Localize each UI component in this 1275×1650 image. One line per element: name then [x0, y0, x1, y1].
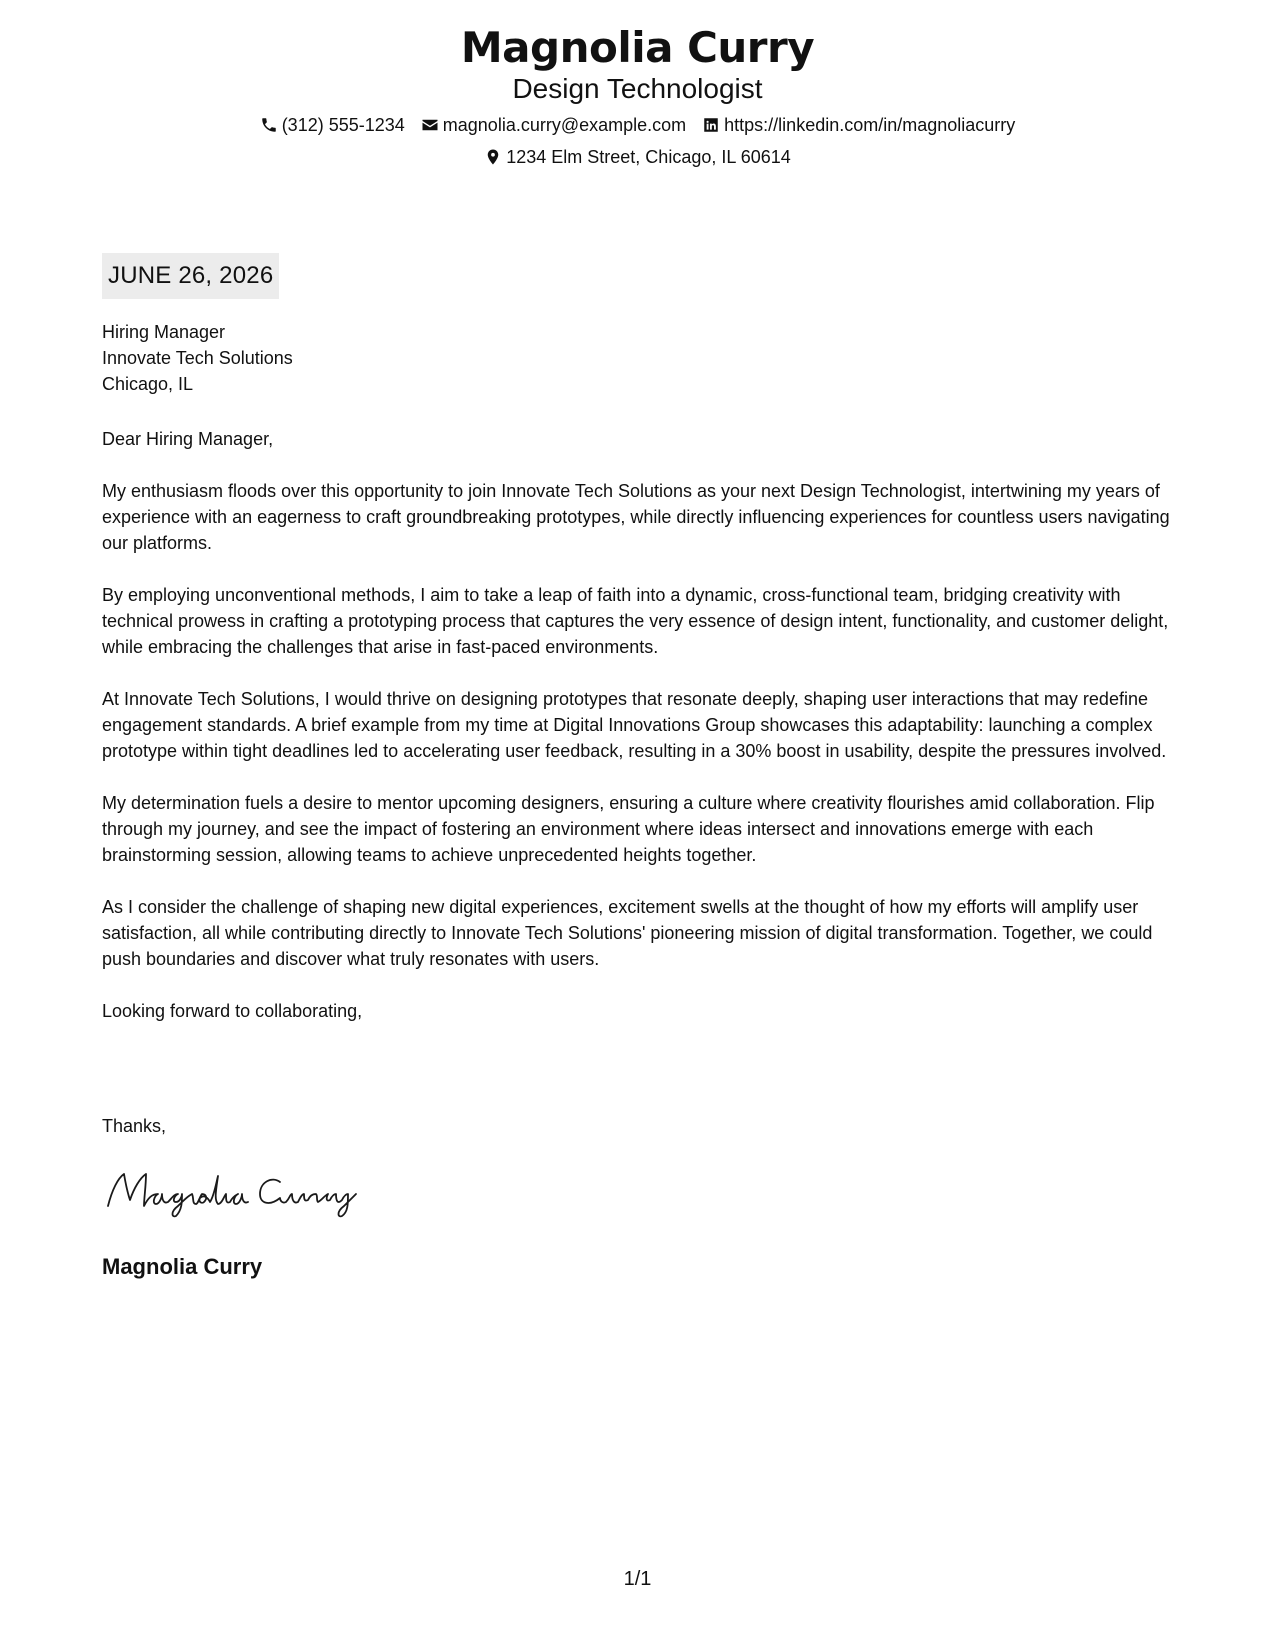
phone-icon — [260, 116, 278, 134]
contact-linkedin[interactable] — [702, 112, 1015, 138]
signer-name: Magnolia Curry — [102, 1254, 263, 1279]
email-text[interactable]: magnolia.curry@example.com — [442, 115, 687, 135]
recipient-line: Innovate Tech Solutions — [102, 348, 293, 368]
address-text: 1234 Elm Street, Chicago, IL 60614 — [506, 147, 791, 167]
sign-off: Thanks, — [102, 1116, 167, 1136]
address-row — [0, 144, 1275, 170]
applicant-title: Design Technologist — [512, 73, 763, 104]
body-paragraph: At Innovate Tech Solutions, I would thrive on designing prototypes that resonate deeply, shaping user interactions that may redefine engagement standards. A brief example from my time at Digital Innovations Group showcases this adaptability: launching a complex prototype within tight deadlines led to accelerating user feedback, resulting in a 30% boost in usability, despite the pressures involved. — [102, 689, 1167, 761]
linkedin-text[interactable]: https://linkedin.com/in/magnoliacurry — [724, 115, 1016, 135]
handwritten-signature — [104, 1160, 364, 1220]
contact-phone — [260, 112, 405, 138]
map-marker-icon — [484, 148, 502, 166]
linkedin-icon — [702, 116, 720, 134]
page-number: 1/1 — [623, 1568, 652, 1590]
recipient-line: Hiring Manager — [102, 322, 226, 342]
closing-line: Looking forward to collaborating, — [102, 1001, 363, 1021]
contact-row — [0, 112, 1275, 138]
phone-text: (312) 555-1234 — [281, 115, 405, 135]
contact-email[interactable] — [421, 112, 686, 138]
letter-header — [0, 22, 1275, 170]
applicant-name: Magnolia Curry — [460, 23, 815, 72]
envelope-icon — [421, 116, 439, 134]
signature-graphic — [104, 1160, 364, 1220]
letter-date: JUNE 26, 2026 — [102, 253, 279, 299]
contact-address — [484, 144, 791, 170]
recipient-line: Chicago, IL — [102, 374, 194, 394]
body-paragraph: As I consider the challenge of shaping new digital experiences, excitement swells at the thought of how my efforts will amplify user satisfaction, all while contributing directly to Innovate Tech Solutions' pioneering mission of digital transformation. Together, we could push boundaries and discover what truly resonates with users. — [102, 897, 1153, 969]
body-paragraph: My enthusiasm floods over this opportunity to join Innovate Tech Solutions as your next Design Technologist, intertwining my years of experience with an eagerness to craft groundbreaking prototypes, while directly influencing experiences for countless users navigating our platforms. — [102, 481, 1170, 553]
body-paragraph: My determination fuels a desire to mentor upcoming designers, ensuring a culture where creativity flourishes amid collaboration. Flip through my journey, and see the impact of fostering an environment where ideas intersect and innovations emerge with each brainstorming session, allowing teams to achieve unprecedented heights together. — [102, 793, 1155, 865]
salutation: Dear Hiring Manager, — [102, 429, 274, 449]
letter-body — [102, 426, 1182, 1050]
body-paragraph: By employing unconventional methods, I aim to take a leap of faith into a dynamic, cross-functional team, bridging creativity with technical prowess in crafting a prototyping process that captures the very essence of design intent, functionality, and customer delight, while embracing the challenges that arise in fast-paced environments. — [102, 585, 1169, 657]
recipient-block — [102, 319, 293, 397]
